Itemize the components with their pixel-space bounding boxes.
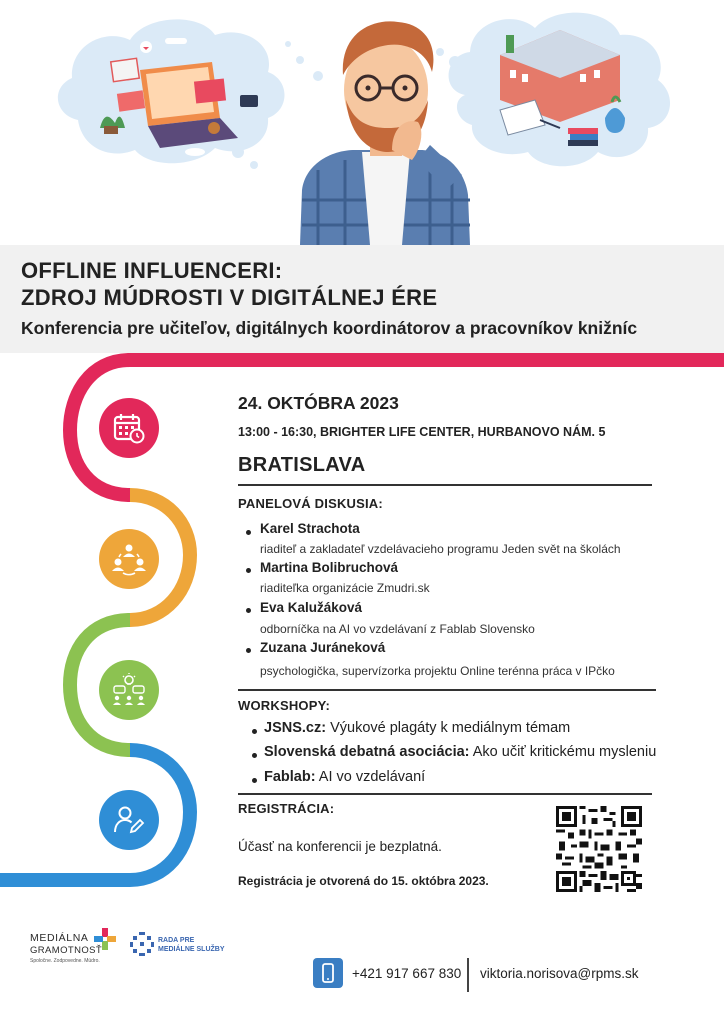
calendar-icon (99, 398, 159, 458)
rada-pre-medialne-sluzby-logo (130, 932, 225, 961)
divider (467, 958, 469, 992)
speaker-name: Eva Kalužáková (260, 600, 363, 615)
phone-icon (313, 958, 343, 988)
divider (238, 484, 652, 486)
speaker-name: Martina Bolibruchová (260, 560, 399, 575)
contact-email[interactable]: viktoria.norisova@rpms.sk (480, 966, 639, 981)
speaker-role: psychologička, supervízorka projektu Online terénna práca v IPčko (260, 664, 615, 678)
title-line-2: ZDROJ MÚDROSTI V DIGITÁLNEJ ÉRE (21, 285, 438, 310)
speaker-name: Zuzana Juráneková (260, 640, 386, 655)
speaker-name: Karel Strachota (260, 521, 360, 536)
logo1-cross-icon (94, 928, 116, 950)
registration-free: Účasť na konferencii je bezplatná. (238, 839, 442, 854)
speaker-role: riaditeľka organizácie Zmudri.sk (260, 581, 430, 595)
medialna-gramotnost-logo (30, 932, 102, 964)
event-time-place: 13:00 - 16:30, BRIGHTER LIFE CENTER, HURBANOVO NÁM. 5 (238, 425, 606, 439)
workshops-heading: WORKSHOPY: (238, 698, 331, 713)
logo2-text: RADA PRE MEDIÁLNE SLUŽBY (158, 937, 225, 953)
people-icon (99, 529, 159, 589)
title-line-1: OFFLINE INFLUENCERI: (21, 258, 283, 283)
bullet (246, 608, 251, 613)
event-city: BRATISLAVA (238, 454, 366, 476)
illustration-art (0, 0, 724, 245)
bullet (252, 753, 257, 758)
contact-phone[interactable]: +421 917 667 830 (352, 966, 462, 981)
speaker-role: riaditeľ a zakladateľ vzdelávacieho programu Jeden svět na školách (260, 542, 621, 556)
bullet (252, 729, 257, 734)
bullet (246, 530, 251, 535)
event-date: 24. OKTÓBRA 2023 (238, 393, 399, 413)
bullet (252, 778, 257, 783)
workshop-item: JSNS.cz: Výukové plagáty k mediálnym témam (264, 720, 571, 736)
workshop-item: Slovenská debatná asociácia: Ako učiť kritickému mysleniu (264, 744, 657, 760)
logo1-line1: MEDIÁLNA (30, 932, 89, 944)
bullet (246, 648, 251, 653)
registration-heading: REGISTRÁCIA: (238, 801, 335, 816)
registration-icon (99, 790, 159, 850)
speaker-role: odborníčka na AI vo vzdelávaní z Fablab Slovensko (260, 622, 535, 636)
logo1-tagline: Spoločne. Zodpovedne. Múdro. (30, 958, 100, 964)
qr-code[interactable] (556, 806, 642, 892)
panel-heading: PANELOVÁ DISKUSIA: (238, 496, 383, 511)
blue-stripe (0, 750, 190, 880)
header-illustration (0, 0, 724, 245)
workshop-item: Fablab: AI vo vzdelávaní (264, 769, 426, 785)
discussion-icon (99, 660, 159, 720)
registration-deadline: Registrácia je otvorená do 15. októbra 2023. (238, 874, 489, 888)
logo2-mark-icon (130, 932, 154, 956)
bullet (246, 568, 251, 573)
divider (238, 793, 652, 795)
divider (238, 689, 656, 691)
subtitle: Konferencia pre učiteľov, digitálnych koordinátorov a pracovníkov knižníc (21, 318, 638, 338)
logo1-line2: GRAMOTNOSŤ (30, 945, 103, 956)
